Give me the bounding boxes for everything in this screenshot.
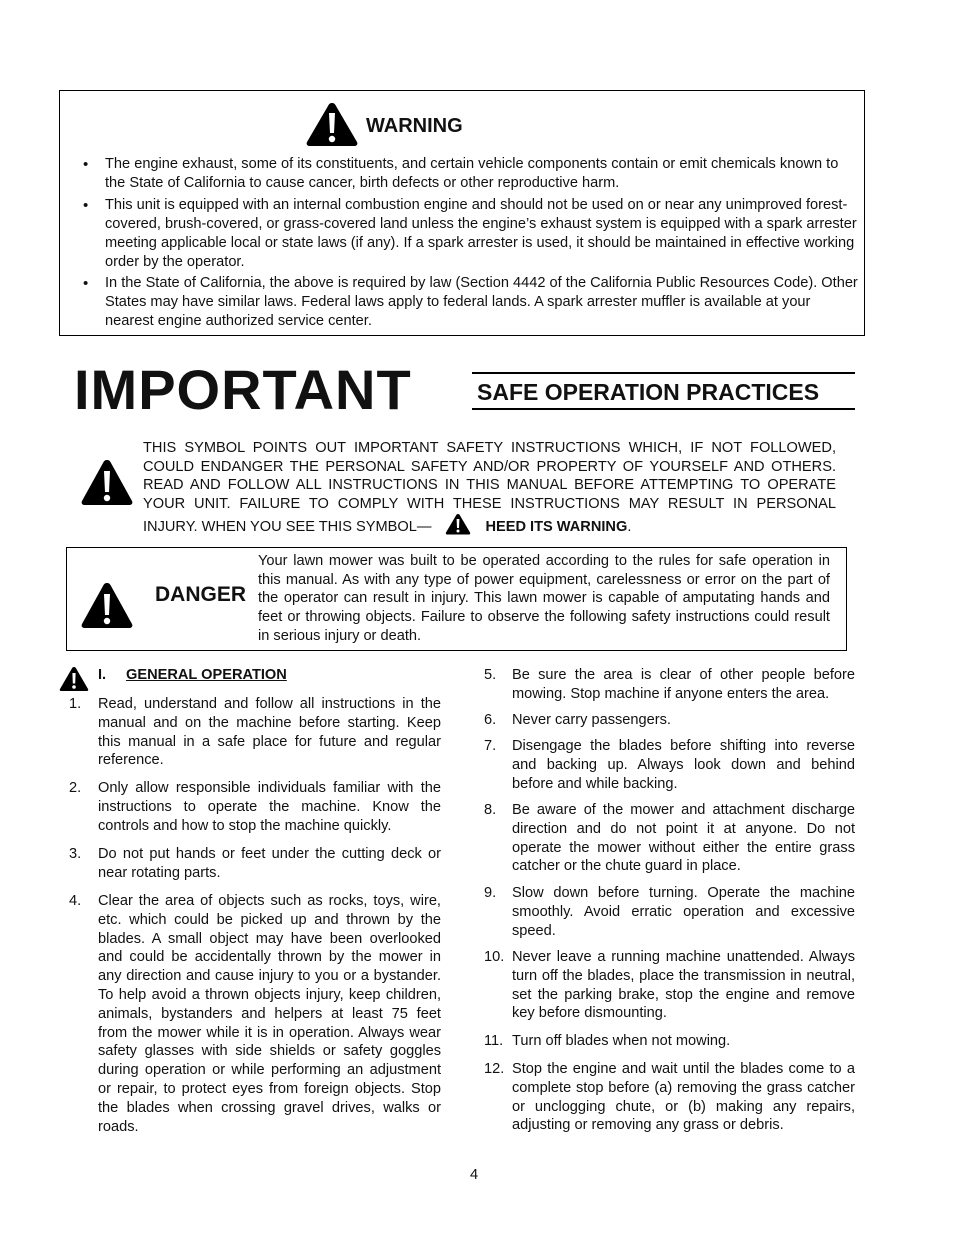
list-item: Never carry passengers. — [512, 712, 671, 728]
warning-triangle-icon — [305, 101, 359, 147]
divider — [472, 408, 855, 410]
item-number: 7. — [484, 738, 497, 754]
item-number: 3. — [69, 846, 82, 862]
list-item: Disengage the blades before shifting into reverse and backing up. Always look down and behind before and while backing. — [512, 738, 855, 792]
section-number: I. — [98, 667, 107, 683]
item-number: 10. — [484, 949, 505, 965]
list-item: Do not put hands or feet under the cutting deck or near rotating parts. — [98, 846, 441, 881]
warning-item: The engine exhaust, some of its constituents, and certain vehicle components contain or emit chemicals known to the State of California to cause cancer, birth defects or other reproductive harm. — [105, 156, 839, 191]
item-number: 4. — [69, 893, 82, 909]
danger-text: Your lawn mower was built to be operated according to the rules for safe operation in this manual. As with any type of power equipment, carelessness or error on the part of the operator can result in injury. This lawn mower is capable of amputating hands and feet or throwing objects. Failure to observe the following safety instructions could result in serious injury or death. — [258, 553, 830, 644]
important-heading: IMPORTANT — [74, 358, 412, 421]
period-text: . — [627, 519, 632, 536]
item-number: 1. — [69, 696, 82, 712]
divider — [472, 372, 855, 374]
item-number: 6. — [484, 712, 497, 728]
warning-triangle-icon — [80, 458, 134, 506]
item-number: 12. — [484, 1061, 505, 1077]
list-item: Turn off blades when not mowing. — [512, 1033, 731, 1049]
list-item: Stop the engine and wait until the blades come to a complete stop before (a) removing the grass catcher or unclogging chute, or (b) making any repairs, adjusting or removing any grass or debris. — [512, 1061, 855, 1134]
safe-operation-heading: SAFE OPERATION PRACTICES — [477, 379, 820, 405]
bullet-icon: • — [83, 275, 89, 292]
symbol-notice — [143, 439, 836, 537]
bullet-icon: • — [83, 156, 89, 173]
item-number: 5. — [484, 667, 497, 683]
warning-item: This unit is equipped with an internal combustion engine and should not be used on or near any unimproved forest-covered, brush-covered, or grass-covered land unless the engine’s exhaust system is equipped with a spark arrester meeting applicable local or state laws (if any). If a spark arrester is used, it should be maintained in effective working order by the operator. — [105, 197, 857, 270]
list-item: Only allow responsible individuals familiar with the instructions to operate the machine. Know the controls and how to stop the machine quickly. — [98, 780, 441, 834]
item-number: 9. — [484, 885, 497, 901]
danger-label: DANGER — [155, 583, 247, 606]
list-item: Read, understand and follow all instructions in the manual and on the machine before starting. Keep this manual in a safe place for future and regular reference. — [98, 696, 441, 769]
item-number: 8. — [484, 802, 497, 818]
section-title: GENERAL OPERATION — [126, 667, 287, 683]
warning-triangle-icon — [59, 666, 89, 692]
warning-triangle-icon — [445, 513, 471, 535]
heed-warning-text: HEED ITS WARNING — [485, 519, 628, 536]
list-item: Be aware of the mower and attachment discharge direction and do not point it at anyone. Do not operate the mower without either the entire grass catcher or the chute guard in place. — [512, 802, 855, 875]
warning-item: In the State of California, the above is required by law (Section 4442 of the California Public Resources Code). Other States may have similar laws. Federal laws apply to federal lands. A spark arrester muffler is available at your nearest engine authorized service center. — [105, 275, 858, 329]
item-number: 11. — [484, 1033, 504, 1049]
bullet-icon: • — [83, 197, 89, 214]
page-number: 4 — [470, 1167, 479, 1183]
warning-title: WARNING — [366, 115, 463, 137]
symbol-notice-text: THIS SYMBOL POINTS OUT IMPORTANT SAFETY INSTRUCTIONS WHICH, IF NOT FOLLOWED, COULD ENDANGER THE PERSONAL SAFETY AND/OR PROPERTY OF YOURSELF AND OTHERS. READ AND FOLLOW ALL INSTRUCTIONS IN THIS MANUAL BEFORE ATTEMPTING TO OPERATE YOUR UNIT. FAILURE TO COMPLY WITH THESE INSTRUCTIONS MAY RESULT IN PERSONAL INJURY. WHEN YOU SEE THIS SYMBOL— — [143, 440, 836, 536]
list-item: Be sure the area is clear of other people before mowing. Stop machine if anyone enters the area. — [512, 667, 855, 702]
item-number: 2. — [69, 780, 82, 796]
list-item: Clear the area of objects such as rocks, toys, wire, etc. which could be picked up and thrown by the blades. A small object may have been overlooked and could be accidentally thrown by the mower in any direction and cause injury to you or a bystander. To help avoid a thrown objects injury, keep children, animals, bystanders and helpers at least 75 feet from the mower while it is in operation. Always wear safety glasses with side shields or safety goggles during operation or while performing an adjustment or repair, to protect eyes from foreign objects. Stop the blades when crossing gravel drives, walks or roads. — [98, 893, 441, 1135]
list-item: Never leave a running machine unattended. Always turn off the blades, place the transmission in neutral, set the parking brake, stop the engine and remove key before dismounting. — [512, 949, 855, 1022]
list-item: Slow down before turning. Operate the machine smoothly. Avoid erratic operation and excessive speed. — [512, 885, 855, 939]
danger-triangle-icon — [80, 581, 134, 629]
